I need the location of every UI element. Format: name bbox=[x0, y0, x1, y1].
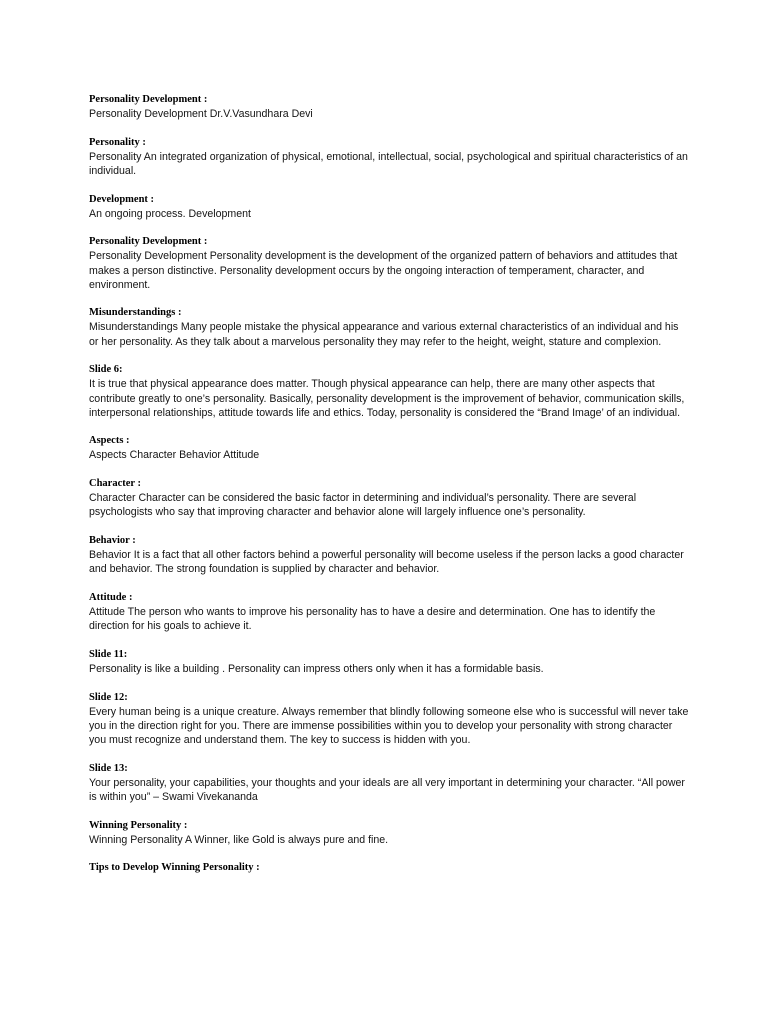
section-heading: Character : bbox=[89, 478, 141, 490]
section-development bbox=[89, 193, 689, 221]
section-misunderstandings bbox=[89, 306, 689, 348]
section-heading: Tips to Develop Winning Personality : bbox=[89, 862, 260, 874]
section-heading: Attitude : bbox=[89, 591, 133, 603]
section-heading: Winning Personality : bbox=[89, 819, 188, 831]
section-body: Personality An integrated organization of physical, emotional, intellectual, social, psychological and spiritual characteristics of an individual. bbox=[89, 150, 688, 177]
section-body: Character Character can be considered the basic factor in determining and individual’s personality. There are several psychologists who say that improving character and behavior alone will largely influence one’s personality. bbox=[89, 492, 637, 519]
section-body: Personality is like a building . Personality can impress others only when it has a formidable basis. bbox=[89, 662, 544, 675]
section-aspects bbox=[89, 434, 689, 462]
section-heading: Aspects : bbox=[89, 435, 130, 447]
section-attitude bbox=[89, 591, 689, 633]
section-character bbox=[89, 477, 689, 519]
section-behavior bbox=[89, 534, 689, 576]
section-heading: Personality Development : bbox=[89, 94, 208, 105]
section-body: An ongoing process. Development bbox=[89, 207, 251, 220]
section-personality-development-title bbox=[89, 93, 689, 121]
section-personality bbox=[89, 136, 689, 178]
section-heading: Personality : bbox=[89, 136, 146, 148]
section-body: Aspects Character Behavior Attitude bbox=[89, 449, 260, 462]
section-heading: Behavior : bbox=[89, 535, 136, 547]
section-body: Every human being is a unique creature. Always remember that blindly following someone else who is successful will never take you in the direction right for you. There are immense possibilities within you to develop your personality with strong character you must recognize and understand them. The key to success is hidden with you. bbox=[89, 705, 689, 746]
section-heading: Slide 6: bbox=[89, 364, 123, 376]
section-body: Personality Development Personality development is the development of the organized pattern of behaviors and attitudes that makes a person distinctive. Personality development occurs by the ongoing interaction of temperament, character, and environment. bbox=[89, 250, 678, 291]
section-tips-winning-personality bbox=[89, 861, 689, 875]
section-slide-6 bbox=[89, 363, 689, 420]
section-body: Misunderstandings Many people mistake the physical appearance and various external characteristics of an individual and his or her personality. As they talk about a marvelous personality they may refer to the height, weight, stature and complexion. bbox=[89, 321, 679, 348]
section-body: Your personality, your capabilities, your thoughts and your ideals are all very important in determining your character. “All power is within you” – Swami Vivekananda bbox=[89, 776, 685, 803]
section-slide-13 bbox=[89, 762, 689, 804]
section-heading: Slide 12: bbox=[89, 691, 128, 703]
section-heading: Slide 11: bbox=[89, 648, 128, 660]
section-body: Behavior It is a fact that all other factors behind a powerful personality will become useless if the person lacks a good character and behavior. The strong foundation is supplied by character and behavior. bbox=[89, 549, 684, 576]
section-slide-11 bbox=[89, 648, 689, 676]
section-body: Winning Personality A Winner, like Gold is always pure and fine. bbox=[89, 833, 389, 846]
section-heading: Personality Development : bbox=[89, 236, 208, 248]
section-heading: Development : bbox=[89, 193, 155, 205]
section-body: Attitude The person who wants to improve his personality has to have a desire and determination. One has to identify the direction for his goals to achieve it. bbox=[89, 605, 656, 633]
section-slide-12 bbox=[89, 691, 689, 748]
document-page bbox=[89, 93, 689, 890]
section-personality-development-definition bbox=[89, 235, 689, 292]
section-heading: Misunderstandings : bbox=[89, 307, 182, 319]
section-winning-personality bbox=[89, 819, 689, 847]
section-body: Personality Development Dr.V.Vasundhara Devi bbox=[89, 108, 313, 120]
section-body: It is true that physical appearance does matter. Though physical appearance can help, there are many other aspects that contribute greatly to one’s personality. Basically, personality development is the improvement of behavior, communication skills, interpersonal relationships, attitude towards life and ethics. Today, personality is considered the “Brand Image’ of an individual. bbox=[89, 378, 685, 419]
section-heading: Slide 13: bbox=[89, 762, 128, 774]
